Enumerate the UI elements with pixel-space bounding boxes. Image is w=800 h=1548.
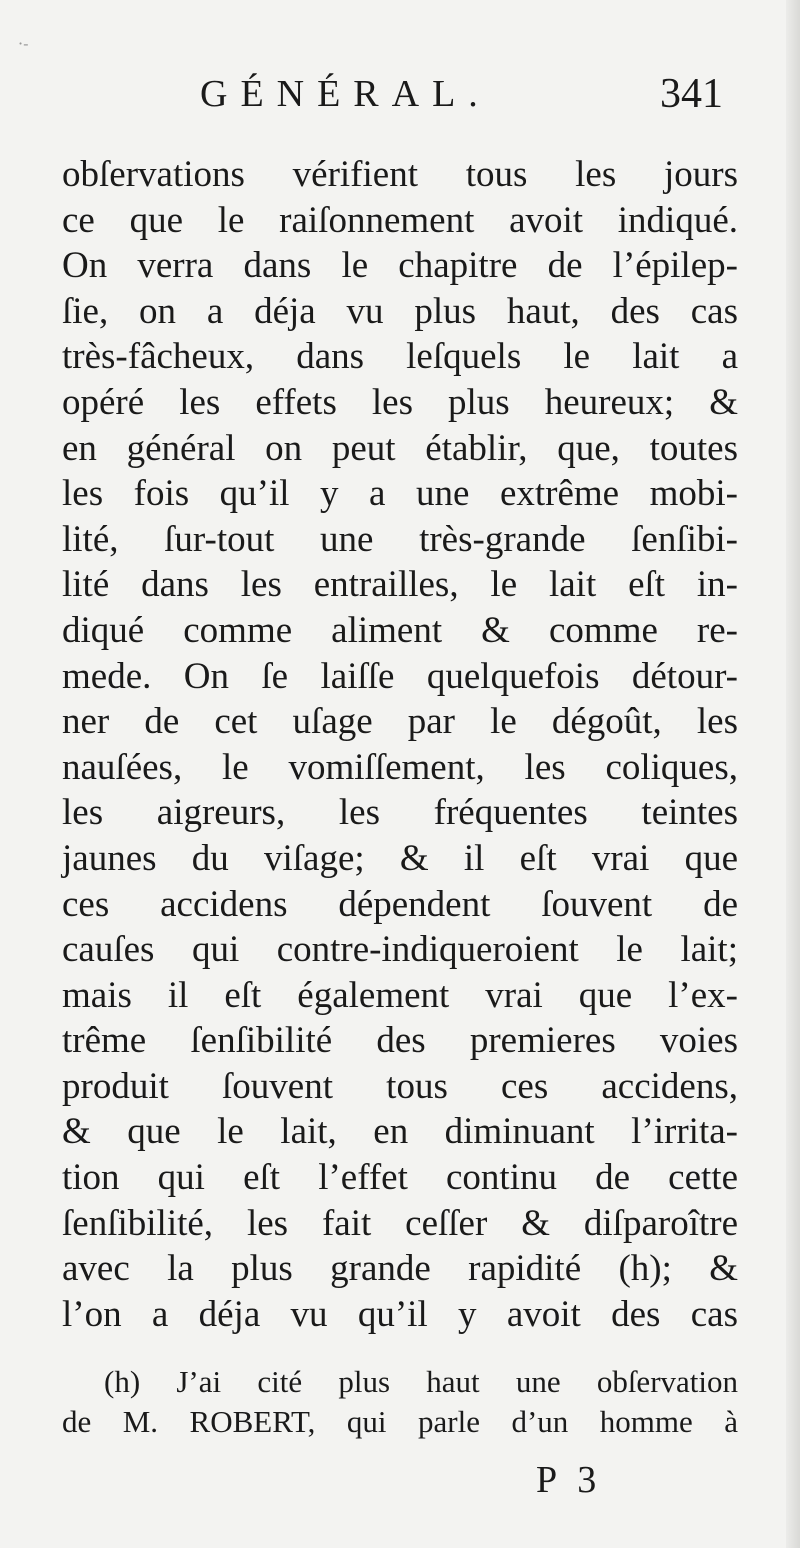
running-head: GÉNÉRAL. — [200, 73, 491, 115]
page-edge-shadow — [786, 0, 800, 1548]
footnote-line: (h) J’ai cité plus haut une obſervation — [104, 1364, 738, 1399]
text-line: nauſées, le vomiſſement, les coliques, — [62, 746, 738, 788]
text-line: obſervations vérifient tous les jours — [62, 154, 738, 195]
text-line: trême ſenſibilité des premieres voies — [62, 1020, 738, 1062]
text-line: ce que le raiſonnement avoit indiqué. — [62, 199, 738, 241]
ink-speck: ·- — [18, 34, 29, 53]
signature-mark: P 3 — [536, 1459, 603, 1501]
text-line: l’on a déja vu qu’il y avoit des cas — [62, 1293, 738, 1335]
text-line: opéré les effets les plus heureux; & — [62, 381, 738, 423]
text-line: ſie, on a déja vu plus haut, des cas — [62, 290, 738, 332]
page-number: 341 — [660, 71, 723, 117]
text-line: lité, ſur-tout une très-grande ſenſibi- — [62, 518, 738, 560]
text-line: mede. On ſe laiſſe quelquefois détour- — [62, 655, 738, 697]
text-line: très-fâcheux, dans leſquels le lait a — [62, 336, 738, 378]
text-line: en général on peut établir, que, toutes — [62, 427, 738, 469]
text-line: mais il eſt également vrai que l’ex- — [62, 974, 738, 1016]
text-line: jaunes du viſage; & il eſt vrai que — [62, 837, 738, 879]
text-line: On verra dans le chapitre de l’épilep- — [62, 245, 738, 287]
text-line: avec la plus grande rapidité (h); & — [62, 1248, 738, 1290]
body-text — [62, 152, 738, 1337]
text-line: & que le lait, en diminuant l’irrita- — [62, 1111, 738, 1153]
text-line: lité dans les entrailles, le lait eſt in- — [62, 564, 738, 606]
text-line: diqué comme aliment & comme re- — [62, 609, 738, 651]
text-line: ner de cet uſage par le dégoût, les — [62, 701, 738, 743]
text-line: ſenſibilité, les fait ceſſer & diſparoître — [62, 1202, 738, 1244]
text-line: produit ſouvent tous ces accidens, — [62, 1065, 738, 1107]
text-line: cauſes qui contre-indiqueroient le lait; — [62, 929, 738, 971]
text-line: tion qui eſt l’effet continu de cette — [62, 1157, 738, 1199]
footnote — [62, 1362, 738, 1442]
footnote-line: de M. ROBERT, qui parle d’un homme à — [62, 1404, 738, 1439]
text-line: les fois qu’il y a une extrême mobi- — [62, 473, 738, 515]
text-line: ces accidens dépendent ſouvent de — [62, 883, 738, 925]
text-line: les aigreurs, les fréquentes teintes — [62, 792, 738, 834]
